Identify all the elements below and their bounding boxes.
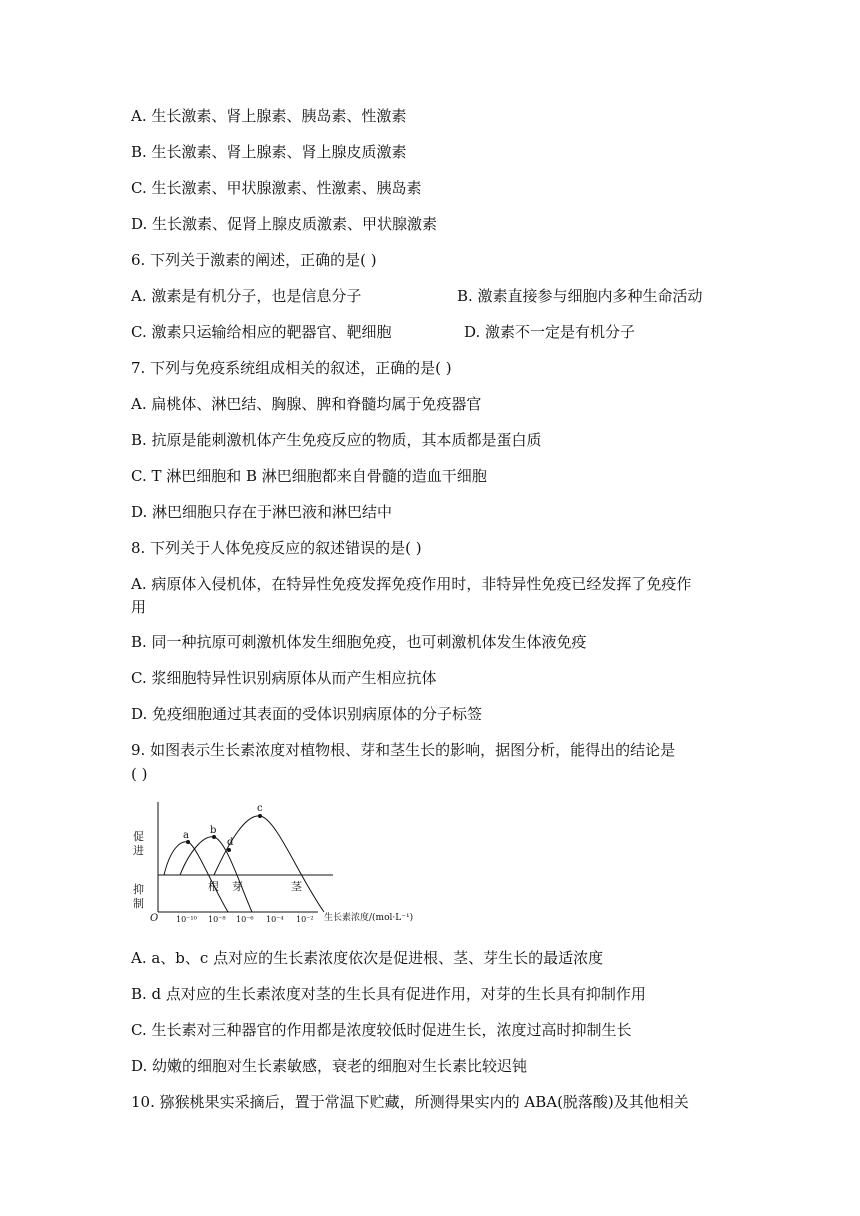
x-tick-4: 10⁻⁴	[266, 915, 284, 924]
point-c	[258, 814, 262, 818]
auxin-response-figure	[128, 800, 438, 930]
q8-option-b: B. 同一种抗原可刺激机体发生细胞免疫，也可刺激机体发生体液免疫	[131, 633, 587, 651]
origin-label: O	[150, 913, 159, 924]
stem-label: 茎	[291, 880, 302, 893]
point-d	[227, 848, 231, 852]
q5-option-b: B. 生长激素、肾上腺素、肾上腺皮质激素	[131, 143, 407, 161]
bud-curve	[180, 837, 252, 912]
root-curve	[164, 842, 228, 912]
x-tick-2: 10⁻⁸	[208, 915, 226, 924]
q6-option-c: C. 激素只运输给相应的靶器官、靶细胞	[131, 323, 392, 341]
q6-stem: 6. 下列关于激素的阐述，正确的是( )	[131, 251, 377, 269]
q6-option-d: D. 激素不一定是有机分子	[464, 323, 636, 341]
y-label-inhibit-2: 制	[133, 897, 144, 910]
q6-option-a: A. 激素是有机分子，也是信息分子	[131, 287, 362, 305]
x-tick-1: 10⁻¹⁰	[176, 915, 197, 924]
point-c-label: c	[257, 803, 263, 814]
bud-label: 芽	[232, 880, 243, 893]
q9-option-d: D. 幼嫩的细胞对生长素敏感，衰老的细胞对生长素比较迟钝	[131, 1057, 528, 1075]
q9-option-c: C. 生长素对三种器官的作用都是浓度较低时促进生长，浓度过高时抑制生长	[131, 1021, 632, 1039]
q7-stem: 7. 下列与免疫系统组成相关的叙述，正确的是( )	[131, 359, 452, 377]
q9-option-a: A. a、b、c 点对应的生长素浓度依次是促进根、茎、芽生长的最适浓度	[131, 949, 604, 967]
x-tick-3: 10⁻⁶	[236, 915, 254, 924]
q6-option-b: B. 激素直接参与细胞内多种生命活动	[457, 287, 703, 305]
x-axis-label: 生长素浓度/(mol·L⁻¹)	[324, 913, 414, 923]
q8-option-a-line2: 用	[131, 598, 147, 616]
point-a-label: a	[183, 830, 189, 841]
q7-option-d: D. 淋巴细胞只存在于淋巴液和淋巴结中	[131, 503, 393, 521]
q5-option-d: D. 生长激素、促肾上腺皮质激素、甲状腺激素	[131, 215, 438, 233]
q10-stem-line1: 10. 猕猴桃果实采摘后，置于常温下贮藏，所测得果实内的 ABA(脱落酸)及其他相关	[131, 1093, 689, 1111]
q8-option-d: D. 免疫细胞通过其表面的受体识别病原体的分子标签	[131, 705, 483, 723]
y-label-promote-2: 进	[133, 844, 144, 857]
q7-option-a: A. 扁桃体、淋巴结、胸腺、脾和脊髓均属于免疫器官	[131, 395, 482, 413]
q5-option-a: A. 生长激素、肾上腺素、胰岛素、性激素	[131, 107, 407, 125]
q7-option-c: C. T 淋巴细胞和 B 淋巴细胞都来自骨髓的造血干细胞	[131, 467, 487, 485]
point-d-label: d	[227, 837, 234, 848]
q8-stem: 8. 下列关于人体免疫反应的叙述错误的是( )	[131, 539, 422, 557]
point-b-label: b	[210, 825, 217, 836]
y-label-inhibit-1: 抑	[133, 883, 144, 896]
stem-curve	[214, 816, 324, 912]
y-label-promote-1: 促	[133, 830, 144, 843]
q9-stem-line2: ( )	[131, 765, 148, 783]
q9-stem-line1: 9. 如图表示生长素浓度对植物根、芽和茎生长的影响，据图分析，能得出的结论是	[131, 741, 676, 759]
q5-option-c: C. 生长激素、甲状腺激素、性激素、胰岛素	[131, 179, 422, 197]
x-tick-5: 10⁻²	[296, 915, 314, 924]
root-label: 根	[208, 880, 219, 893]
q9-option-b: B. d 点对应的生长素浓度对茎的生长具有促进作用，对芽的生长具有抑制作用	[131, 985, 646, 1003]
q8-option-a-line1: A. 病原体入侵机体，在特异性免疫发挥免疫作用时，非特异性免疫已经发挥了免疫作	[131, 575, 692, 593]
q7-option-b: B. 抗原是能刺激机体产生免疫反应的物质，其本质都是蛋白质	[131, 431, 542, 449]
q8-option-c: C. 浆细胞特异性识别病原体从而产生相应抗体	[131, 669, 437, 687]
